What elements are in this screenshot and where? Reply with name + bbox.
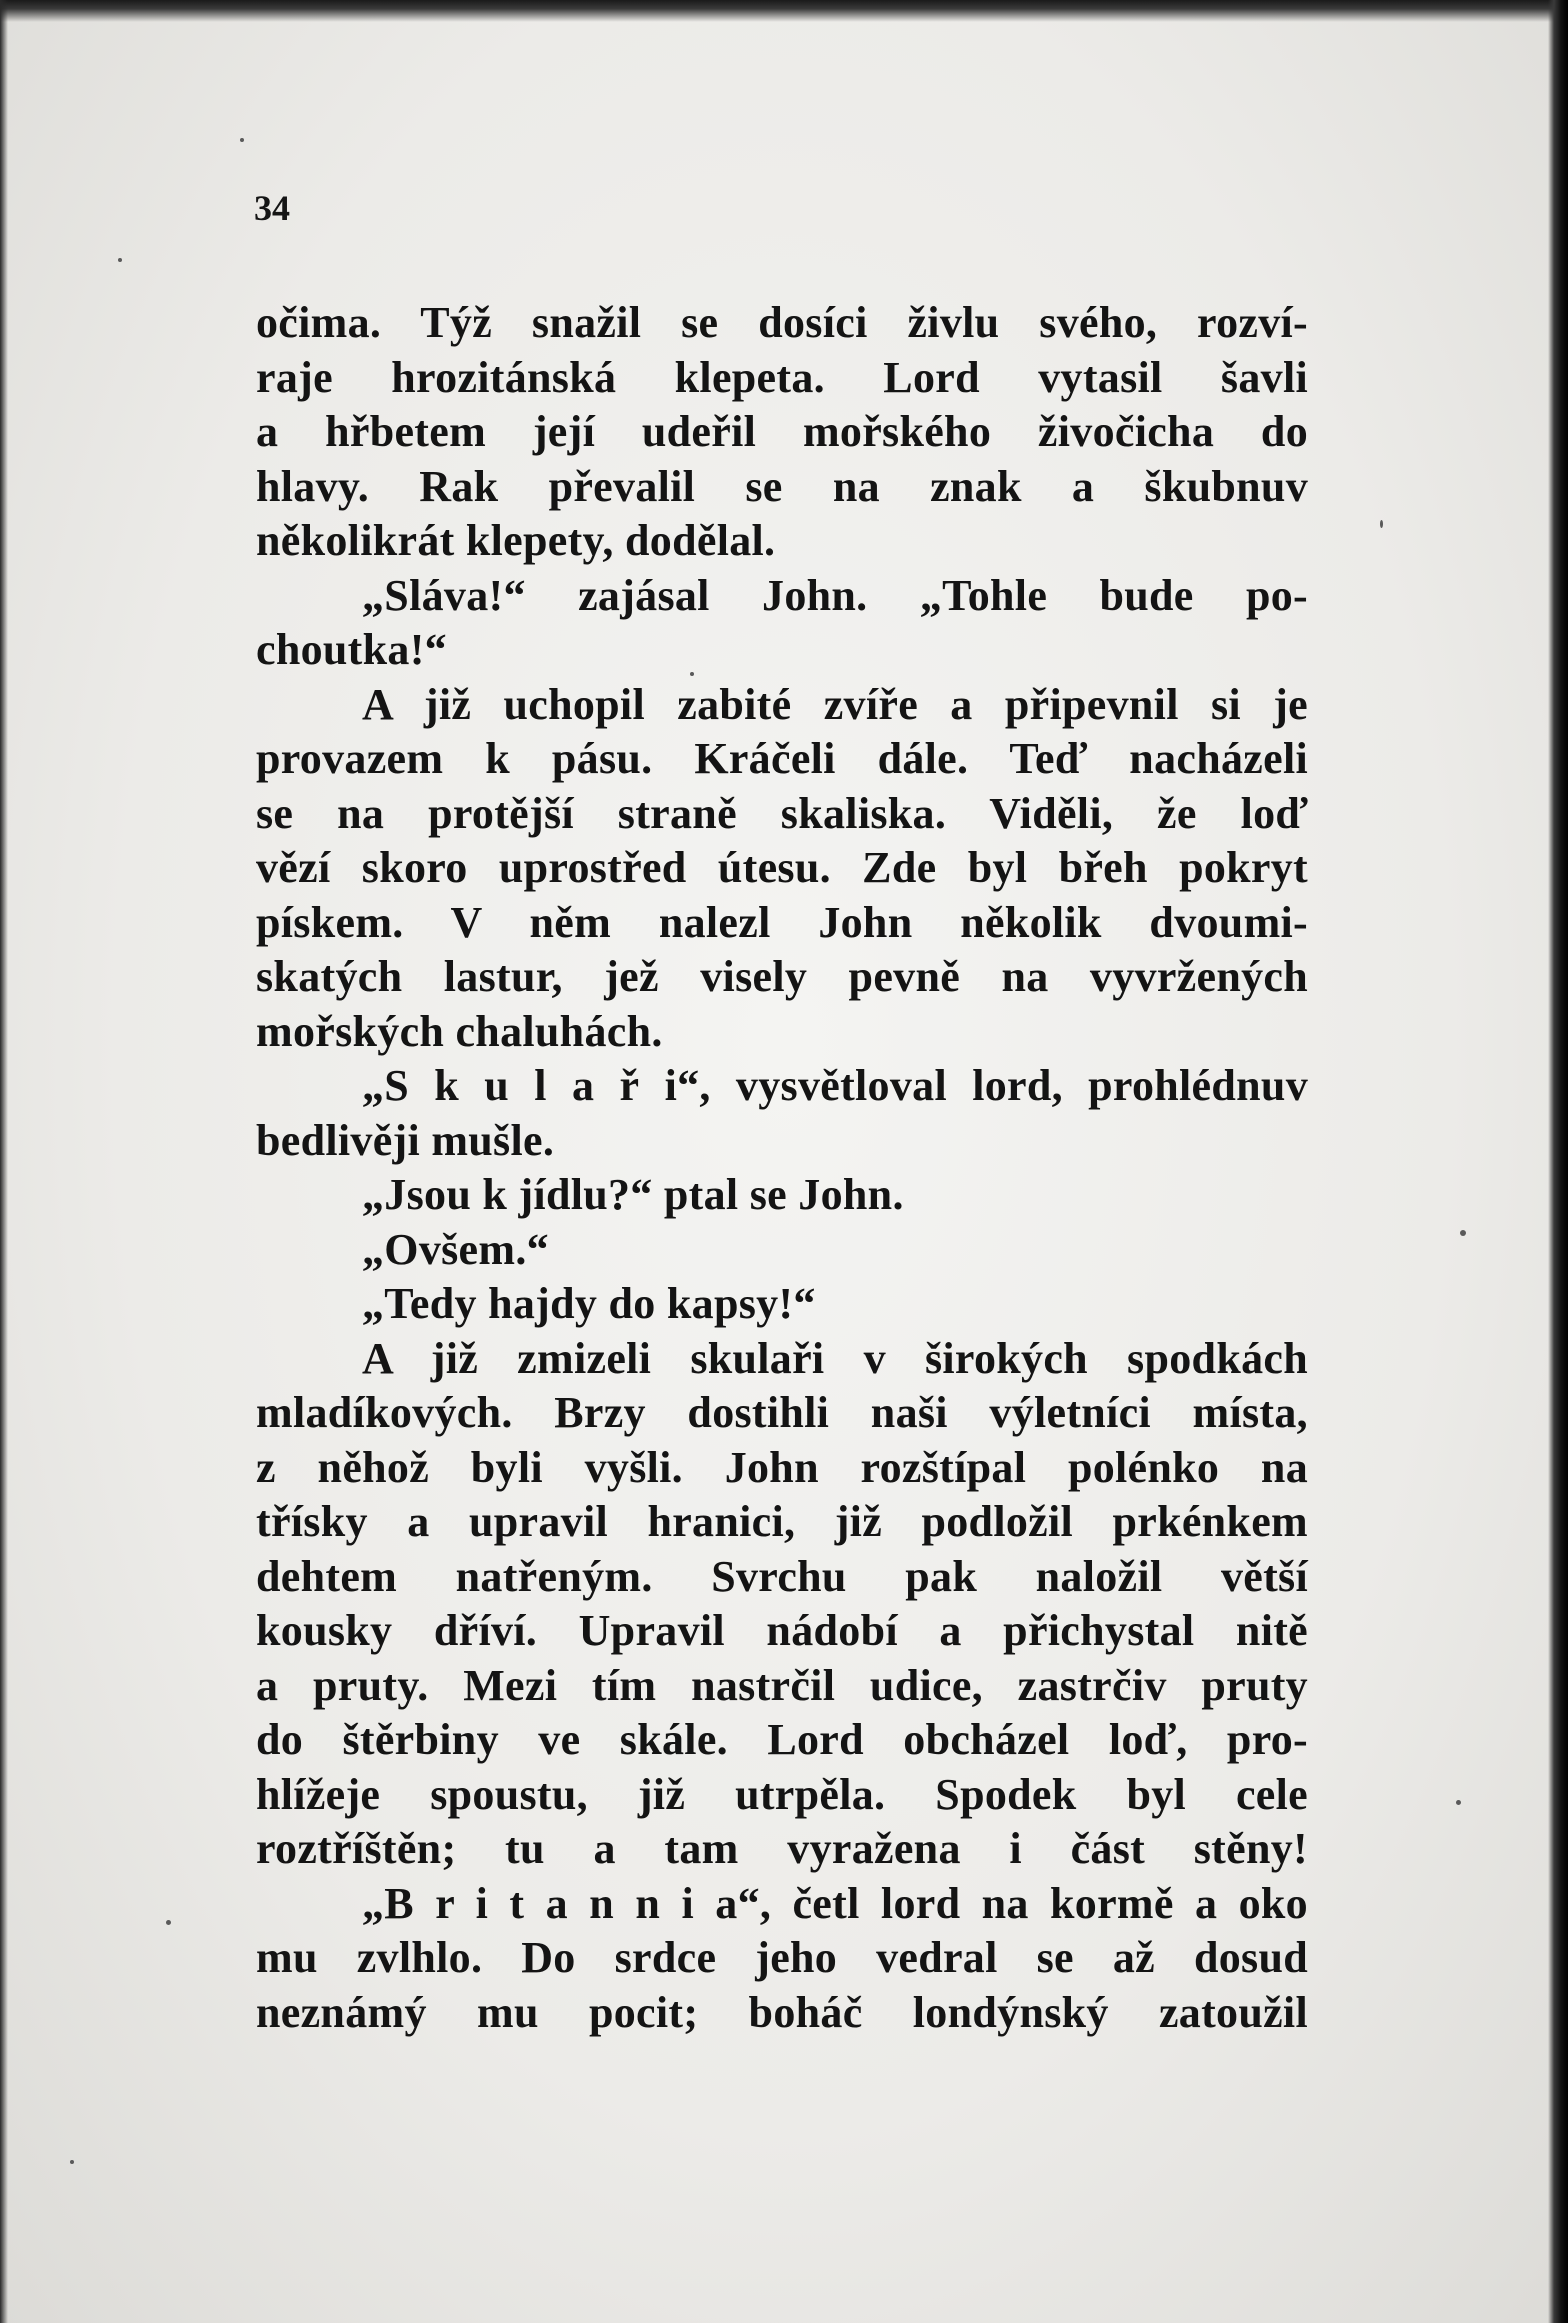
text-line: se na protější straně skaliska. Viděli, že loď	[256, 788, 1308, 838]
text-line: bedlivěji mušle.	[256, 1115, 555, 1165]
text-line: provazem k pásu. Kráčeli dále. Teď nacházeli	[256, 734, 1308, 783]
scan-speck	[1460, 1230, 1466, 1236]
text-line: z něhož byli vyšli. John rozštípal polénko na	[256, 1442, 1308, 1492]
scan-speck	[690, 672, 694, 676]
text-line: A již uchopil zabité zvíře a připevnil si je	[362, 679, 1308, 729]
scan-speck	[1380, 520, 1383, 528]
text-line: neznámý mu pocit; boháč londýnský zatoužil	[256, 1987, 1308, 2037]
text-line: mladíkových. Brzy dostihli naši výletníci místa,	[256, 1388, 1308, 1437]
scan-speck	[118, 258, 122, 262]
text-line: skatých lastur, jež visely pevně na vyvržených	[256, 952, 1308, 1001]
scan-speck	[166, 1920, 171, 1925]
text-line: „B r i t a n n i a“, četl lord na kormě a oko	[362, 1878, 1308, 1928]
text-line: mu zvlhlo. Do srdce jeho vedral se až dosud	[256, 1933, 1308, 1982]
text-line: pískem. V něm nalezl John několik dvoumi-	[256, 897, 1308, 947]
text-line: kousky dříví. Upravil nádobí a přichystal nitě	[256, 1606, 1308, 1655]
scan-edge-left	[0, 0, 8, 2323]
text-line: vězí skoro uprostřed útesu. Zde byl břeh pokryt	[256, 843, 1308, 892]
text-line: několikrát klepety, dodělal.	[256, 516, 776, 565]
text-line: hlížeje spoustu, již utrpěla. Spodek byl cele	[256, 1769, 1308, 1819]
text-line: třísky a upravil hranici, již podložil prkénkem	[256, 1497, 1308, 1546]
page-number: 34	[254, 188, 290, 228]
text-line: mořských chaluhách.	[256, 1006, 663, 1056]
text-line: „Tedy hajdy do kapsy!“	[362, 1279, 816, 1328]
text-line: „Jsou k jídlu?“ ptal se John.	[362, 1170, 904, 1219]
body-text	[256, 296, 1308, 2040]
text-line: a pruty. Mezi tím nastrčil udice, zastrčiv pruty	[256, 1660, 1308, 1710]
text-line: hlavy. Rak převalil se na znak a škubnuv	[256, 461, 1308, 511]
scan-speck	[240, 138, 244, 142]
text-line: dehtem natřeným. Svrchu pak naložil větší	[256, 1551, 1308, 1601]
text-line: raje hrozitánská klepeta. Lord vytasil šavli	[256, 352, 1308, 402]
text-line: A již zmizeli skulaři v širokých spodkách	[362, 1333, 1308, 1383]
text-line: roztříštěn; tu a tam vyražena i část stěny!	[256, 1824, 1308, 1873]
text-line: do štěrbiny ve skále. Lord obcházel loď, pro-	[256, 1715, 1308, 1764]
scan-edge-top	[0, 0, 1568, 22]
text-line: „Sláva!“ zajásal John. „Tohle bude po-	[362, 570, 1308, 620]
scan-speck	[70, 2160, 74, 2164]
text-line: a hřbetem její udeřil mořského živočicha do	[256, 407, 1308, 456]
scan-edge-right	[1548, 0, 1568, 2323]
text-line: „Ovšem.“	[362, 1224, 549, 1274]
text-line: „S k u l a ř i“, vysvětloval lord, prohlédnuv	[362, 1061, 1308, 1110]
scan-speck	[1456, 1800, 1461, 1805]
text-line: očima. Týž snažil se dosíci živlu svého, rozví-	[256, 298, 1308, 347]
text-line: choutka!“	[256, 625, 447, 674]
